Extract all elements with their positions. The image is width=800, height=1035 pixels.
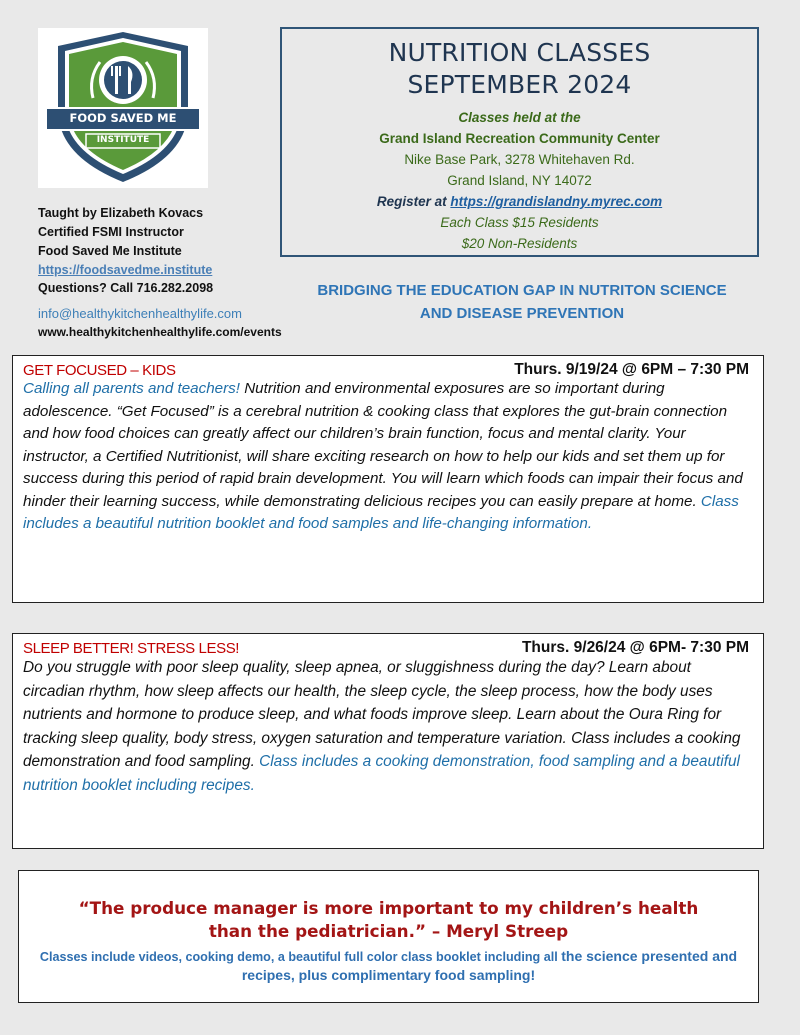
contact-phone: Questions? Call 716.282.2098	[38, 281, 214, 295]
class-closing: Class includes a beautiful nutrition booklet and food samples and life-changing information.	[23, 492, 739, 532]
logo-sub-text: INSTITUTE	[96, 135, 150, 145]
quote-box	[18, 870, 759, 1003]
page-title-line2: SEPTEMBER 2024	[407, 70, 632, 99]
address-line2: Grand Island, NY 14072	[447, 173, 592, 188]
tagline	[272, 279, 772, 325]
register-line	[282, 191, 757, 212]
class-body: Do you struggle with poor sleep quality, sleep apnea, or sluggishness during the day? Learn about circadian rhythm, how sleep affects our health, the sleep cycle, the sleep process, how the body uses nutrients and hormone to produce sleep, and what foods improve sleep. Learn about the Oura Ring for tracking sleep quality, body stress, oxygen saturation and temperature variation. Class includes a cooking demonstration and food sampling.	[23, 659, 741, 771]
shield-logo-icon	[38, 28, 208, 188]
quote-text: “The produce manager is more important to my children’s health than the pediatrician.” – Meryl Streep	[78, 898, 699, 941]
class-body: Nutrition and environmental exposures are so important during adolescence. “Get Focused” is a cerebral nutrition & cooking class that explores the gut-brain connection and how food choices can greatly affect our children’s brain function, focus and mental clarity. Your instructor, a Certified Nutritionist, will share exciting research on how to help our kids and set them up for success during this period of rapid brain development. You will learn which foods can impair their focus and hinder their learning success, while demonstrating delicious recipes you can easily prepare at home.	[23, 380, 743, 510]
instructor-name: Taught by Elizabeth Kovacs	[38, 206, 204, 220]
class-date: Thurs. 9/26/24 @ 6PM- 7:30 PM	[521, 639, 749, 656]
venue-name: Grand Island Recreation Community Center	[379, 131, 660, 146]
register-label: Register at	[376, 194, 451, 209]
contact-email-link[interactable]: info@healthykitchenhealthylife.com	[38, 306, 242, 321]
header-box	[280, 27, 759, 257]
tagline-line1: BRIDGING THE EDUCATION GAP IN NUTRITON SCIENCE	[317, 282, 727, 299]
logo-banner-text: FOOD SAVED ME	[69, 111, 177, 125]
class-intro: Calling all parents and teachers!	[23, 380, 240, 397]
instructor-org: Food Saved Me Institute	[38, 244, 182, 258]
quote-subtext	[19, 947, 758, 985]
class-title: GET FOCUSED – KIDS	[23, 362, 176, 379]
class-card-get-focused	[12, 355, 764, 603]
address-line1: Nike Base Park, 3278 Whitehaven Rd.	[404, 152, 635, 167]
held-at-text: Classes held at the	[458, 110, 581, 125]
instructor-certification: Certified FSMI Instructor	[38, 225, 184, 239]
class-description	[23, 656, 753, 798]
page-title-line1: NUTRITION CLASSES	[388, 38, 651, 67]
register-link[interactable]: https://grandislandny.myrec.com	[450, 194, 663, 209]
org-website-link[interactable]: https://foodsavedme.institute	[38, 263, 213, 277]
class-date: Thurs. 9/19/24 @ 6PM – 7:30 PM	[514, 361, 749, 378]
tagline-line2: AND DISEASE PREVENTION	[419, 305, 625, 322]
class-card-sleep-better	[12, 633, 764, 849]
food-saved-me-logo	[38, 28, 208, 188]
class-description	[23, 378, 753, 536]
quote-subtext-part2: the science presented and recipes, plus complimentary food sampling!	[241, 948, 738, 983]
class-title: SLEEP BETTER! STRESS LESS!	[23, 640, 240, 657]
quote-subtext-part1: Classes include videos, cooking demo, a beautiful full color class booklet including all	[39, 950, 562, 964]
instructor-info	[38, 204, 212, 280]
price-nonresidents: $20 Non-Residents	[461, 236, 578, 251]
class-closing: Class includes a cooking demonstration, food sampling and a beautiful nutrition booklet including recipes.	[23, 753, 740, 794]
events-website-link[interactable]: www.healthykitchenhealthylife.com/events	[38, 325, 282, 339]
price-residents: Each Class $15 Residents	[440, 215, 599, 230]
